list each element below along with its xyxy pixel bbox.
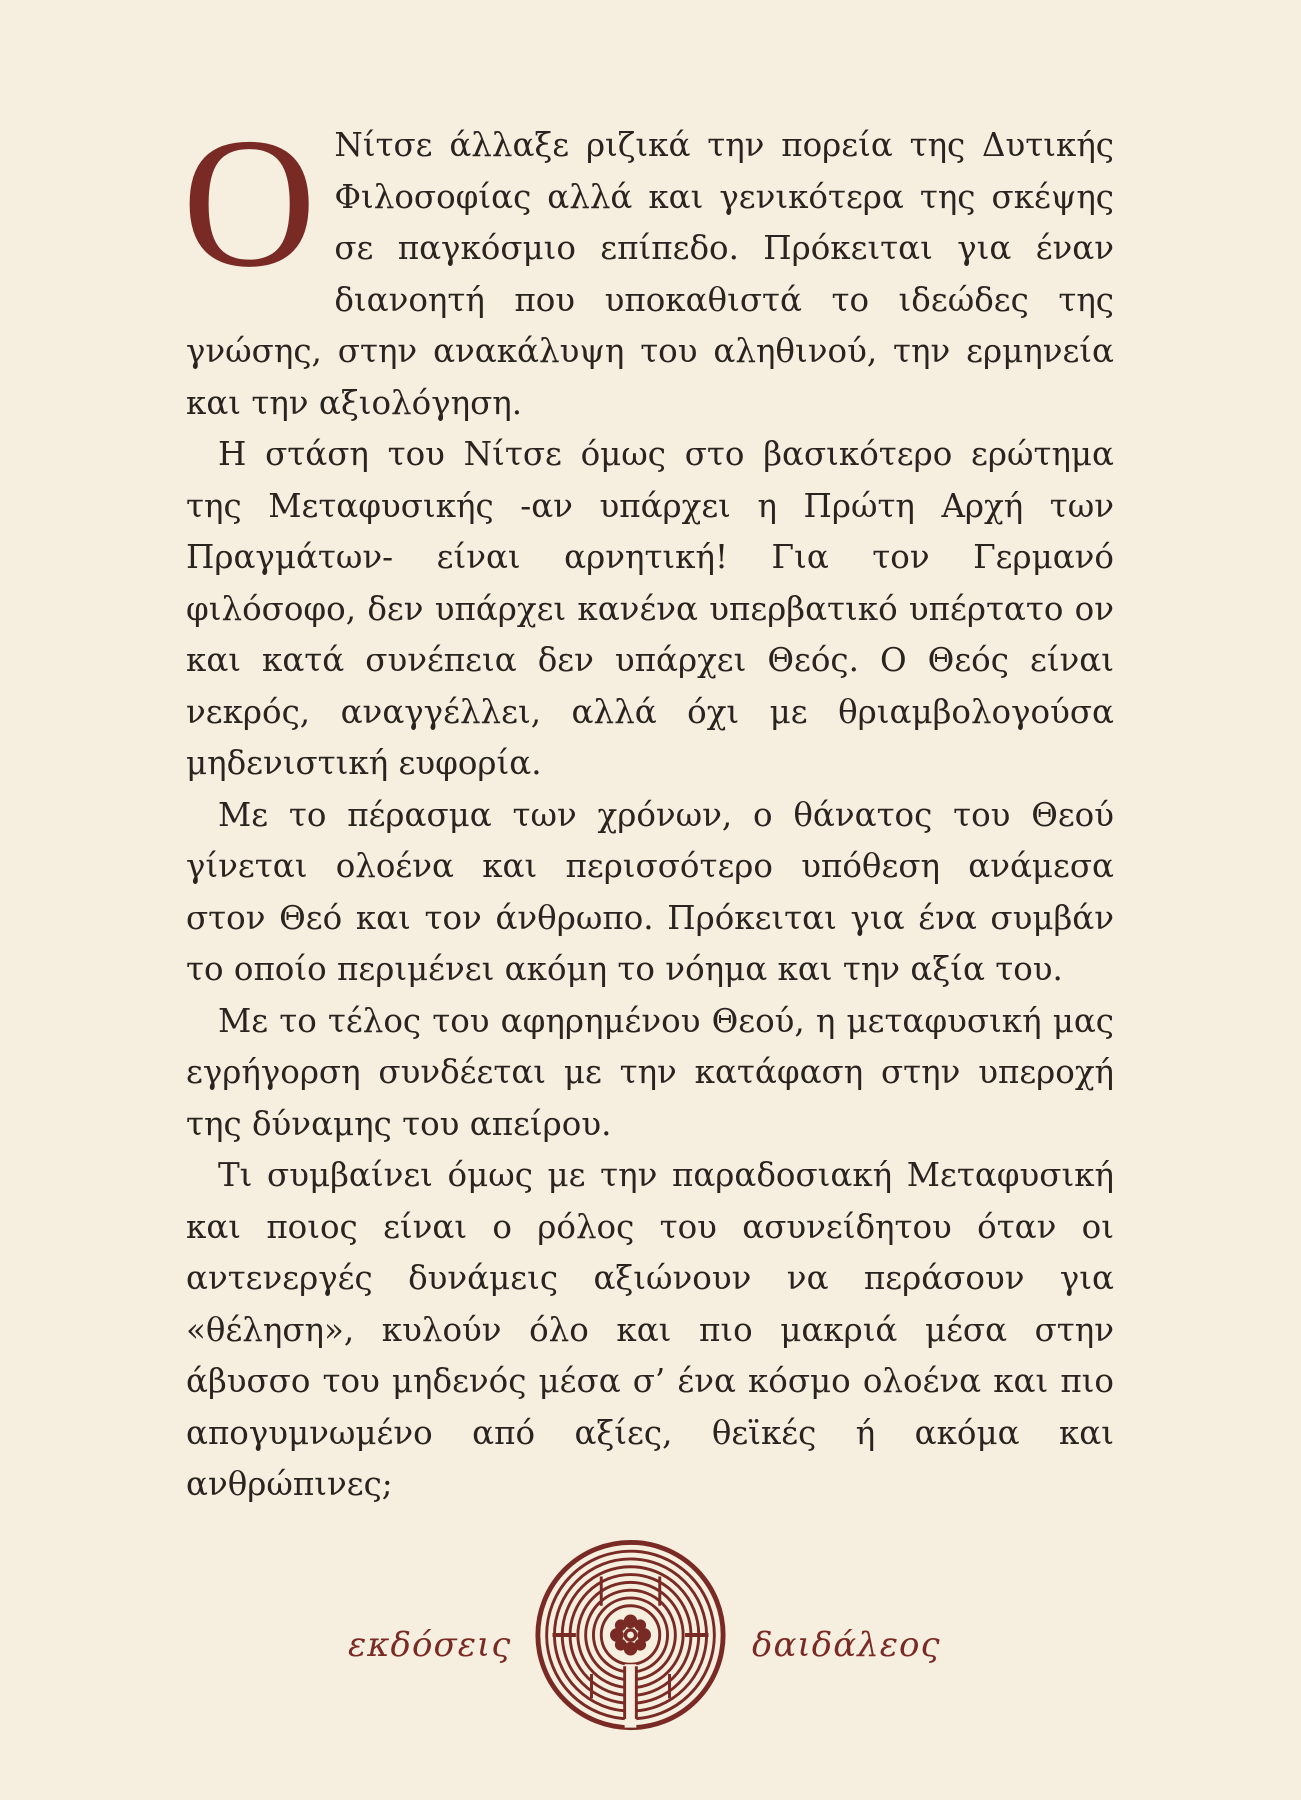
paragraph-1 xyxy=(182,100,1114,429)
paragraph-3: Με το πέρασμα των χρόνων, ο θάνατος του Θεού γίνεται ολοένα και περισσότερο υπόθεση ανάμεσα στον Θεό και τον άνθρωπο. Πρόκειται για ένα συμβάν το οποίο περιμένει ακόμη το νόημα και την αξία του. xyxy=(186,795,1114,988)
publisher-footer xyxy=(0,1525,1301,1755)
paragraph-1-text: Νίτσε άλλαξε ριζικά την πορεία της Δυτικής Φιλοσοφίας αλλά και γενικότερα της σκέψης σε παγκόσμιο επίπεδο. Πρόκειται για έναν διανοητή που υποκαθιστά το ιδεώδες της γνώσης, στην ανακάλυψη του αληθινού, την ερμηνεία και την αξιολόγηση. xyxy=(186,126,1114,422)
publisher-word-right: δαιδάλεος xyxy=(752,1625,941,1665)
drop-cap: Ο xyxy=(182,100,317,306)
publisher-word-left: εκδόσεις xyxy=(348,1625,512,1665)
paragraph-4: Με το τέλος του αφηρημένου Θεού, η μεταφυσική μας εγρήγορση συνδέεται με την κατάφαση στην υπεροχή της δύναμης του απείρου. xyxy=(186,1001,1114,1143)
back-cover-text xyxy=(182,100,1114,1511)
labyrinth-icon xyxy=(533,1535,728,1735)
paragraph-5: Τι συμβαίνει όμως με την παραδοσιακή Μεταφυσική και ποιος είναι ο ρόλος του ασυνείδητου όταν οι αντενεργές δυνάμεις αξιώνουν να περάσουν για «θέληση», κυλούν όλο και πιο μακριά μέσα στην άβυσσο του μηδενός μέσα σ’ ένα κόσμο ολοένα και πιο απογυμνωμένο από αξίες, θεϊκές ή ακόμα και ανθρώπινες; xyxy=(186,1156,1114,1503)
paragraph-2: Η στάση του Νίτσε όμως στο βασικότερο ερώτημα της Μεταφυσικής -αν υπάρχει η Πρώτη Αρχή των Πραγμάτων- είναι αρνητική! Για τον Γερμανό φιλόσοφο, δεν υπάρχει κανένα υπερβατικό υπέρτατο ον και κατά συνέπεια δεν υπάρχει Θεός. Ο Θεός είναι νεκρός, αναγγέλλει, αλλά όχι με θριαμβολογούσα μηδενιστική ευφορία. xyxy=(186,435,1114,782)
